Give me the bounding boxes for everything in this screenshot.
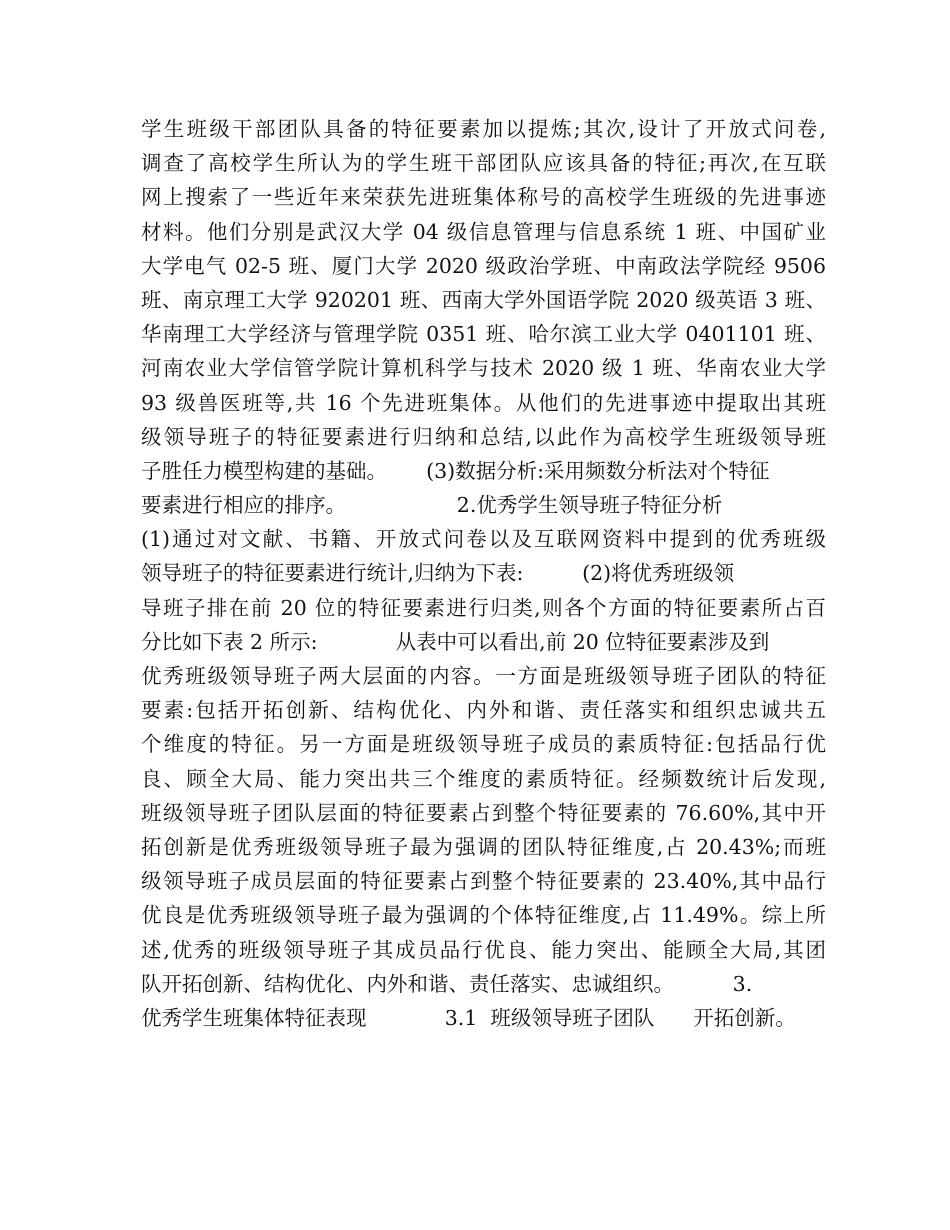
text-line: 网上搜索了一些近年来荣获先进班集体称号的高校学生班级的先进事迹 xyxy=(141,185,826,210)
text-line: 分比如下表 2 所示: 从表中可以看出,前 20 位特征要素涉及到 xyxy=(141,629,770,654)
text-line: 子胜任力模型构建的基础。 (3)数据分析:采用频数分析法对个特征 xyxy=(141,458,770,483)
text-line: 优秀学生班集体特征表现 3.1 班级领导班子团队 开拓创新。 xyxy=(141,1005,796,1030)
text-line: 大学电气 02-5 班、厦门大学 2020 级政治学班、中南政法学院经 9506 xyxy=(141,253,826,278)
text-line: 导班子排在前 20 位的特征要素进行归类,则各个方面的特征要素所占百 xyxy=(141,595,826,620)
text-line: 拓创新是优秀班级领导班子最为强调的团队特征维度,占 20.43%;而班 xyxy=(141,834,826,859)
text-line: 队开拓创新、结构优化、内外和谐、责任落实、忠诚组织。 3. xyxy=(141,971,753,996)
text-line: 河南农业大学信管学院计算机科学与技术 2020 级 1 班、华南农业大学 xyxy=(141,356,826,381)
text-line: 优秀班级领导班子两大层面的内容。一方面是班级领导班子团队的特征 xyxy=(141,664,826,688)
text-line: 优良是优秀班级领导班子最为强调的个体特征维度,占 11.49%。综上所 xyxy=(141,903,826,928)
body-text xyxy=(141,112,826,1035)
text-line: (1)通过对文献、书籍、开放式问卷以及互联网资料中提到的优秀班级 xyxy=(141,527,826,552)
text-line: 班、南京理工大学 920201 班、西南大学外国语学院 2020 级英语 3 班、 xyxy=(141,287,826,312)
text-line: 要素进行相应的排序。 2.优秀学生领导班子特征分析 xyxy=(141,493,723,518)
text-line: 华南理工大学经济与管理学院 0351 班、哈尔滨工业大学 0401101 班、 xyxy=(141,322,826,347)
text-line: 学生班级干部团队具备的特征要素加以提炼;其次,设计了开放式问卷, xyxy=(141,117,826,141)
text-line: 材料。他们分别是武汉大学 04 级信息管理与信息系统 1 班、中国矿业 xyxy=(141,219,826,244)
text-line: 调查了高校学生所认为的学生班干部团队应该具备的特征;再次,在互联 xyxy=(141,151,826,176)
text-line: 要素:包括开拓创新、结构优化、内外和谐、责任落实和组织忠诚共五 xyxy=(141,698,826,723)
text-line: 领导班子的特征要素进行统计,归纳为下表: (2)将优秀班级领 xyxy=(141,561,735,586)
text-line: 述,优秀的班级领导班子其成员品行优良、能力突出、能顾全大局,其团 xyxy=(141,937,826,962)
text-line: 级领导班子的特征要素进行归纳和总结,以此作为高校学生班级领导班 xyxy=(141,424,826,449)
text-line: 93 级兽医班等,共 16 个先进班集体。从他们的先进事迹中提取出其班 xyxy=(141,390,826,415)
text-line: 个维度的特征。另一方面是班级领导班子成员的素质特征:包括品行优 xyxy=(141,732,826,757)
text-line: 良、顾全大局、能力突出共三个维度的素质特征。经频数统计后发现, xyxy=(141,766,826,791)
text-line: 级领导班子成员层面的特征要素占到整个特征要素的 23.40%,其中品行 xyxy=(141,869,826,894)
text-line: 班级领导班子团队层面的特征要素占到整个特征要素的 76.60%,其中开 xyxy=(141,800,826,825)
